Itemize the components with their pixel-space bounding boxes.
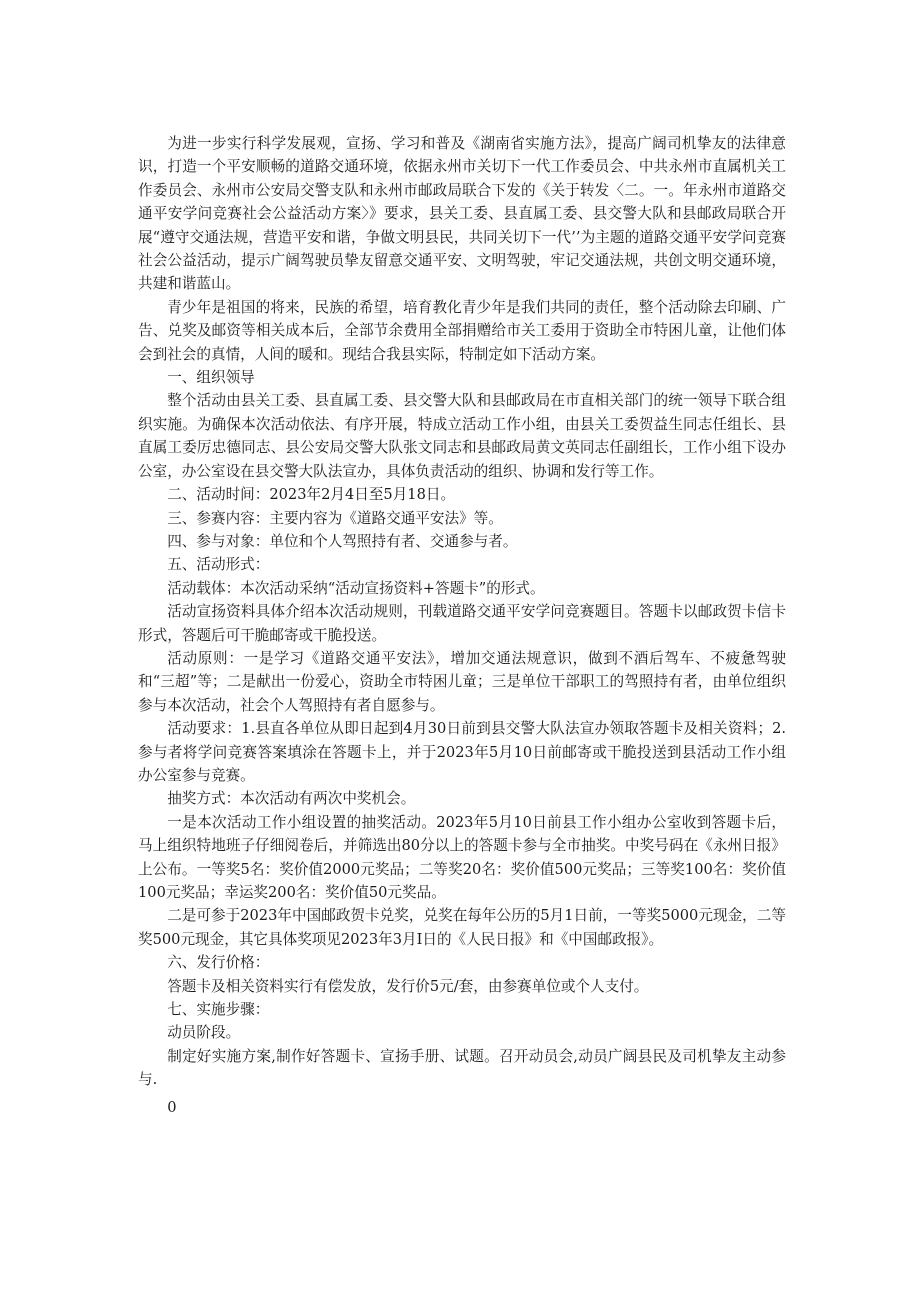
heading-organization: 一、组织领导 (167, 369, 255, 387)
paragraph-requirements: 活动要求：1.县直各单位从即日起到4月30日前到县交警大队法宣办领取答题卡及相关资料；2.参与者将学问竞赛答案填涂在答题卡上，并于2023年5月10日前邮寄或干脆投送到县活动工作小组办公室参与竞赛。 (138, 720, 786, 784)
paragraph-principles: 活动原则：一是学习《道路交通平安法》，增加交通法规意识，做到不酒后驾车、不疲惫驾驶和“三超”等；二是献出一份爱心，资助全市特困儿童；三是单位干部职工的驾照持有者，由单位组织参与本次活动，社会个人驾照持有者自愿参与。 (138, 649, 786, 714)
page-number: 0 (167, 1098, 177, 1116)
paragraph-youth: 青少年是祖国的将来，民族的希望，培育教化青少年是我们共同的责任，整个活动除去印刷、广告、兑奖及邮资等相关成本后，全部节余费用全部捐赠给市关工委用于资助全市特困儿童，让他们体会到社会的真情，人间的暖和。现结合我县实际，特制定如下活动方案。 (138, 298, 786, 363)
paragraph-mobilization-stage: 动员阶段。 (167, 1024, 241, 1042)
item-contest-content: 三、参赛内容：主要内容为《道路交通平安法》等。 (167, 509, 503, 527)
paragraph-lottery-first: 一是本次活动工作小组设置的抽奖活动。2023年5月10日前县工作小组办公室收到答题卡后，马上组织特地班子仔细阅卷后，并筛选出80分以上的答题卡参与全市抽奖。中奖号码在《永州日报》上公布。一等奖5名：奖价值2000元奖品；二等奖20名：奖价值500元奖品；三等奖100名：奖价值100元奖品；幸运奖200名：奖价值50元奖品。 (138, 813, 786, 901)
paragraph-lottery-method: 抽奖方式：本次活动有两次中奖机会。 (167, 790, 416, 808)
heading-price: 六、发行价格： (167, 954, 270, 972)
paragraph-promo-materials: 活动宣扬资料具体介绍本次活动规则，刊载道路交通平安学问竞赛题目。答题卡以邮政贺卡信卡形式，答题后可干脆邮寄或干脆投送。 (138, 603, 786, 644)
document-body (138, 132, 786, 1119)
item-participants: 四、参与对象：单位和个人驾照持有者、交通参与者。 (167, 532, 518, 550)
heading-activity-form: 五、活动形式： (167, 556, 270, 574)
paragraph-organization: 整个活动由县关工委、县直属工委、县交警大队和县邮政局在市直相关部门的统一领导下联合组织实施。为确保本次活动依法、有序开展，特成立活动工作小组，由县关工委贺益生同志任组长、县直属工委厉忠德同志、县公安局交警大队张文同志和县邮政局黄文英同志任副组长，工作小组下设办公室，办公室设在县交警大队法宣办，具体负责活动的组织、协调和发行等工作。 (138, 392, 786, 480)
paragraph-intro: 为进一步实行科学发展观，宣扬、学习和普及《湖南省实施方法》，提高广阔司机挚友的法律意识，打造一个平安顺畅的道路交通环境，依据永州市关切下一代工作委员会、中共永州市直属机关工作委员会、永州市公安局交警支队和永州市邮政局联合下发的《关于转发〈二。一。年永州市道路交通平安学问竞赛社会公益活动方案〉》要求，县关工委、县直属工委、县交警大队和县邮政局联合开展“遵守交通法规，营造平安和谐，争做文明县民，共同关切下一代’’为主题的道路交通平安学问竞赛社会公益活动，提示广阔驾驶员挚友留意交通平安、文明驾驶，牢记交通法规，共创文明交通环境，共建和谐蓝山。 (138, 135, 786, 293)
heading-steps: 七、实施步骤： (167, 1001, 270, 1019)
item-activity-time: 二、活动时间：2023年2月4日至5月18日。 (167, 486, 456, 504)
paragraph-price: 答题卡及相关资料实行有偿发放，发行价5元/套，由参赛单位或个人支付。 (167, 977, 649, 995)
paragraph-lottery-second: 二是可参于2023年中国邮政贺卡兑奖，兑奖在每年公历的5月1日前，一等奖5000元现金，二等奖500元现金，其它具体奖项见2023年3月I日的《人民日报》和《中国邮政报》。 (138, 907, 786, 948)
paragraph-mobilization-detail: 制定好实施方案,制作好答题卡、宣扬手册、试题。召开动员会,动员广阔县民及司机挚友主动参与. (138, 1047, 786, 1089)
paragraph-activity-carrier: 活动载体：本次活动采纳“活动宣扬资料+答题卡”的形式。 (167, 579, 545, 597)
